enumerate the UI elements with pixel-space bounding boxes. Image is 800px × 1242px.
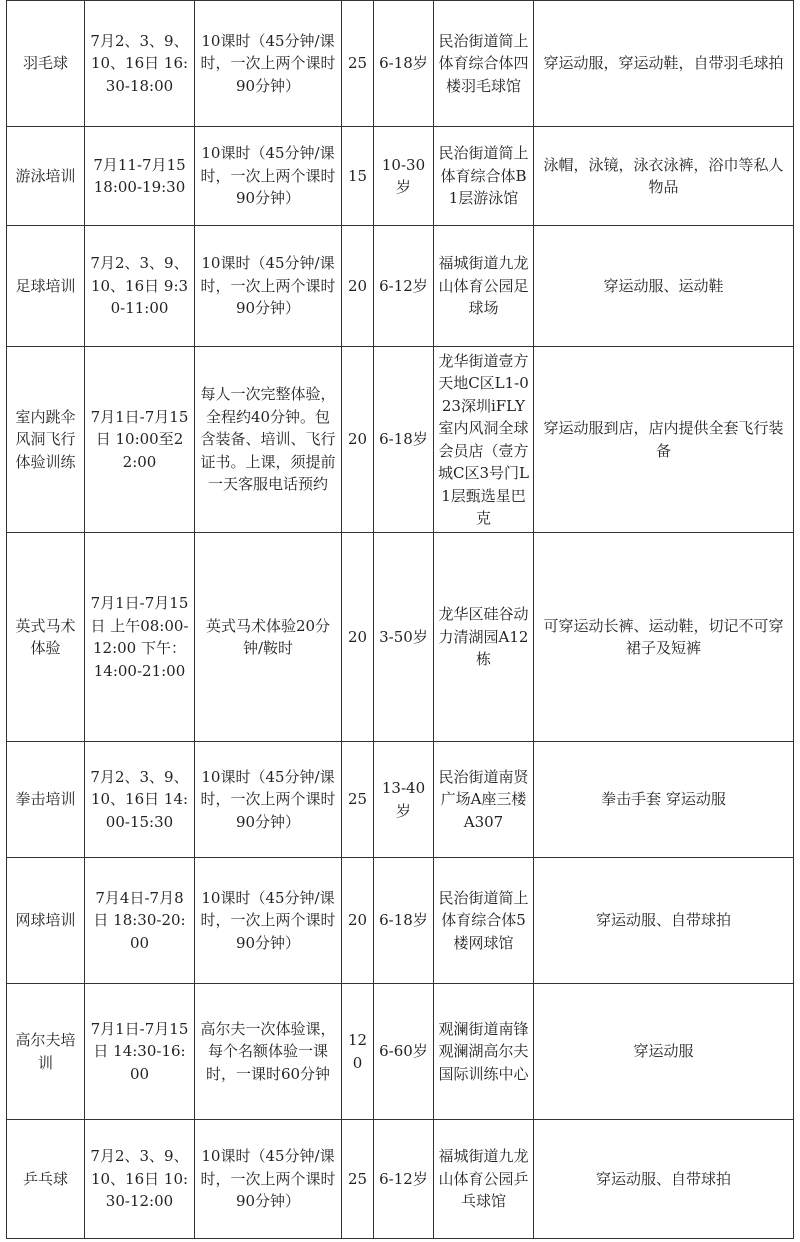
course-time: 7月1日-7月15日 10:00至22:00 <box>85 347 195 533</box>
course-address: 民治街道简上体育综合体5楼网球馆 <box>434 858 534 984</box>
course-quota: 25 <box>342 1 374 127</box>
course-address: 福城街道九龙山体育公园足球场 <box>434 226 534 347</box>
course-age: 3-50岁 <box>374 533 434 742</box>
course-quota: 15 <box>342 127 374 226</box>
table-row <box>7 1120 794 1239</box>
course-time: 7月2、3、9、10、16日 9:30-11:00 <box>85 226 195 347</box>
course-age: 6-12岁 <box>374 1120 434 1239</box>
course-gear: 穿运动服、自带球拍 <box>534 858 794 984</box>
course-description: 10课时（45分钟/课时，一次上两个课时90分钟） <box>195 1120 342 1239</box>
course-description: 10课时（45分钟/课时，一次上两个课时90分钟） <box>195 127 342 226</box>
course-address: 民治街道简上体育综合体B1层游泳馆 <box>434 127 534 226</box>
course-description: 高尔夫一次体验课，每个名额体验一课时，一课时60分钟 <box>195 984 342 1120</box>
course-gear: 穿运动服 <box>534 984 794 1120</box>
course-age: 13-40岁 <box>374 742 434 858</box>
course-name: 游泳培训 <box>7 127 85 226</box>
course-time: 7月2、3、9、10、16日 10:30-12:00 <box>85 1120 195 1239</box>
course-name: 足球培训 <box>7 226 85 347</box>
course-address: 民治街道南贤广场A座三楼A307 <box>434 742 534 858</box>
course-age: 6-18岁 <box>374 858 434 984</box>
course-description: 每人一次完整体验，全程约40分钟。包含装备、培训、飞行证书。上课，须提前一天客服电话预约 <box>195 347 342 533</box>
course-gear: 穿运动服到店，店内提供全套飞行装备 <box>534 347 794 533</box>
course-age: 6-18岁 <box>374 347 434 533</box>
course-gear: 拳击手套 穿运动服 <box>534 742 794 858</box>
course-quota: 20 <box>342 858 374 984</box>
table-row <box>7 533 794 742</box>
course-time: 7月11-7月15 18:00-19:30 <box>85 127 195 226</box>
course-age: 6-18岁 <box>374 1 434 127</box>
course-description: 英式马术体验20分钟/鞍时 <box>195 533 342 742</box>
table-row <box>7 984 794 1120</box>
course-age: 6-60岁 <box>374 984 434 1120</box>
course-quota: 120 <box>342 984 374 1120</box>
course-time: 7月1日-7月15日 上午08:00-12:00 下午：14:00-21:00 <box>85 533 195 742</box>
course-quota: 20 <box>342 226 374 347</box>
course-address: 龙华街道壹方天地C区L1-023深圳iFLY室内风洞全球会员店（壹方城C区3号门L1层甄选星巴克 <box>434 347 534 533</box>
table-row <box>7 226 794 347</box>
course-gear: 穿运动服、运动鞋 <box>534 226 794 347</box>
table-row <box>7 742 794 858</box>
course-name: 高尔夫培训 <box>7 984 85 1120</box>
course-time: 7月1日-7月15日 14:30-16:00 <box>85 984 195 1120</box>
course-address: 福城街道九龙山体育公园乒乓球馆 <box>434 1120 534 1239</box>
course-name: 羽毛球 <box>7 1 85 127</box>
course-age: 6-12岁 <box>374 226 434 347</box>
course-gear: 穿运动服、自带球拍 <box>534 1120 794 1239</box>
table-row <box>7 1 794 127</box>
course-time: 7月4日-7月8日 18:30-20:00 <box>85 858 195 984</box>
course-quota: 25 <box>342 1120 374 1239</box>
course-schedule-table <box>6 0 794 1239</box>
course-quota: 25 <box>342 742 374 858</box>
course-name: 英式马术体验 <box>7 533 85 742</box>
table-row <box>7 858 794 984</box>
table-row <box>7 347 794 533</box>
course-name: 网球培训 <box>7 858 85 984</box>
course-time: 7月2、3、9、10、16日 16:30-18:00 <box>85 1 195 127</box>
course-address: 民治街道简上体育综合体四楼羽毛球馆 <box>434 1 534 127</box>
course-name: 乒乓球 <box>7 1120 85 1239</box>
course-address: 龙华区硅谷动力清湖园A12栋 <box>434 533 534 742</box>
course-time: 7月2、3、9、10、16日 14:00-15:30 <box>85 742 195 858</box>
course-gear: 泳帽，泳镜，泳衣泳裤，浴巾等私人物品 <box>534 127 794 226</box>
course-quota: 20 <box>342 347 374 533</box>
course-description: 10课时（45分钟/课时，一次上两个课时90分钟） <box>195 858 342 984</box>
course-age: 10-30岁 <box>374 127 434 226</box>
course-description: 10课时（45分钟/课时，一次上两个课时90分钟） <box>195 742 342 858</box>
course-name: 拳击培训 <box>7 742 85 858</box>
table-row <box>7 127 794 226</box>
course-address: 观澜街道南锋观澜湖高尔夫国际训练中心 <box>434 984 534 1120</box>
course-name: 室内跳伞风洞飞行体验训练 <box>7 347 85 533</box>
course-description: 10课时（45分钟/课时，一次上两个课时90分钟） <box>195 226 342 347</box>
course-quota: 20 <box>342 533 374 742</box>
course-description: 10课时（45分钟/课时，一次上两个课时90分钟） <box>195 1 342 127</box>
course-gear: 穿运动服，穿运动鞋，自带羽毛球拍 <box>534 1 794 127</box>
course-gear: 可穿运动长裤、运动鞋，切记不可穿裙子及短裤 <box>534 533 794 742</box>
